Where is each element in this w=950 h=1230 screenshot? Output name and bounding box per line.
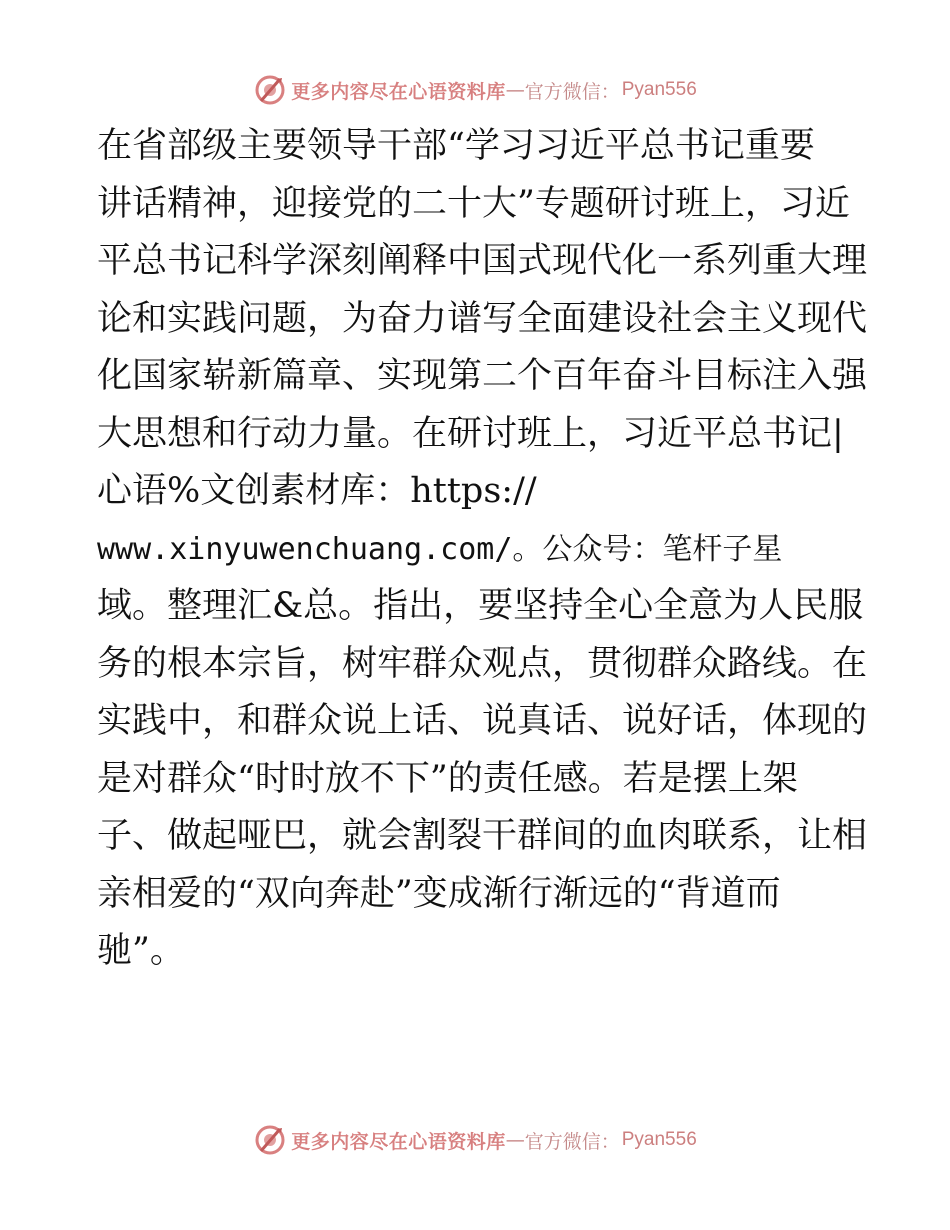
- banner-wechat-label: 官方微信：: [524, 80, 620, 103]
- banner-dash: —: [505, 79, 525, 101]
- banner-wechat-label: 官方微信：: [524, 1130, 620, 1153]
- body-line: 务的根本宗旨，树牢群众观点，贯彻群众路线。在: [97, 643, 868, 684]
- body-line: 子、做起哑巴，就会割裂干群间的血肉联系，让相: [97, 816, 868, 856]
- logo-icon: [253, 73, 287, 107]
- body-line: 实践中，和群众说上话、说真话、说好话，体现的: [97, 701, 868, 741]
- body-line: 心语%文创素材库：https://: [97, 471, 537, 511]
- body-line: 讲话精神，迎接党的二十大”专题研讨班上，习近: [97, 183, 850, 224]
- banner-dash: —: [505, 1129, 525, 1151]
- body-line: 平总书记科学深刻阐释中国式现代化一系列重大理: [97, 241, 868, 281]
- body-line: 域。整理汇&总。指出，要坚持全心全意为人民服: [97, 586, 864, 626]
- body-line: 驰”。: [97, 931, 185, 971]
- body-line: 化国家崭新篇章、实现第二个百年奋斗目标注入强: [97, 356, 868, 396]
- body-line: 大思想和行动力量。在研讨班上，习近平总书记|: [97, 413, 844, 454]
- banner-title: 更多内容尽在心语资料库: [291, 1130, 506, 1153]
- body-line-url: www.xinyuwenchuang.com/。公众号：笔杆子星: [97, 531, 783, 567]
- banner-wechat-id: Pyan556: [621, 79, 697, 100]
- body-line: 亲相爱的“双向奔赴”变成渐行渐远的“背道而: [97, 873, 781, 914]
- document-body: [97, 118, 868, 981]
- banner-title: 更多内容尽在心语资料库: [291, 80, 506, 103]
- body-line: 在省部级主要领导干部“学习习近平总书记重要: [97, 126, 815, 166]
- footer-watermark: [0, 1120, 950, 1160]
- banner-wechat-id: Pyan556: [621, 1129, 697, 1150]
- header-watermark: [0, 70, 950, 110]
- logo-icon: [253, 1123, 287, 1157]
- body-line: 是对群众“时时放不下”的责任感。若是摆上架: [97, 758, 798, 799]
- body-line: 论和实践问题，为奋力谱写全面建设社会主义现代: [97, 298, 868, 339]
